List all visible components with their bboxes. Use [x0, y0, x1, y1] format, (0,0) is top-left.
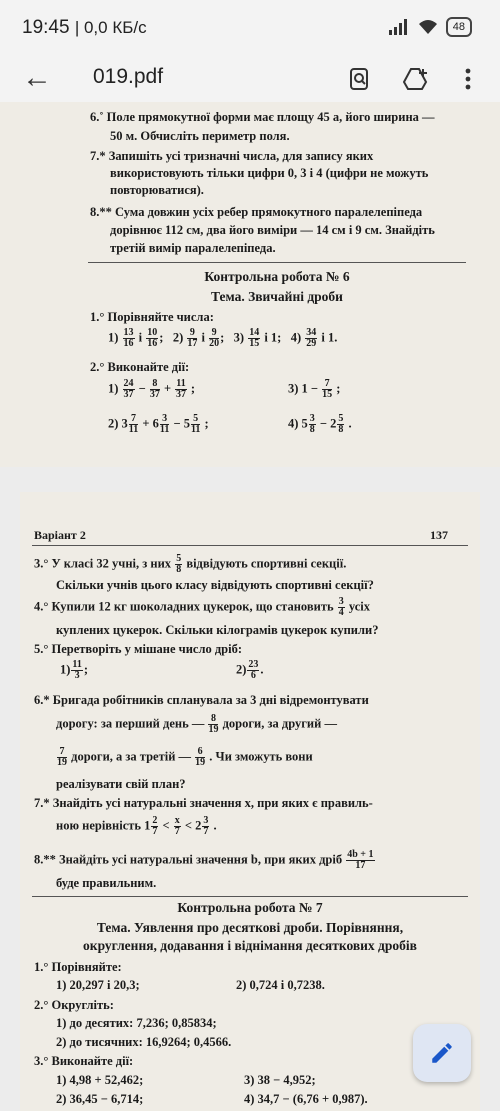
variant-label: Варіант 2	[34, 528, 86, 542]
test-task-2: 2.° Округліть:	[34, 998, 114, 1012]
task-6-line3: $\frac{7}{19}$ дороги, а за третій — $\frac{6}{19}$ . Чи зможуть вони	[57, 746, 313, 768]
status-time: 19:45 | 0,0 КБ/с	[22, 17, 147, 38]
task-5-2: 2) $\frac{23}{6}$ .	[236, 659, 264, 681]
more-vert-icon[interactable]	[451, 62, 485, 96]
divider	[88, 262, 466, 263]
test-task-3-1: 1) 4,98 + 52,462;	[56, 1073, 144, 1087]
add-to-drive-icon[interactable]	[399, 62, 433, 96]
task-6: 6.˚ Поле прямокутної форми має площу 45 а, його ширина —	[90, 110, 435, 124]
battery-icon: 48	[446, 17, 472, 37]
wifi-icon	[418, 19, 438, 35]
test-task-2: 2.° Виконайте дії:	[90, 360, 190, 374]
signal-icon	[388, 19, 410, 35]
task-6: 6.* Бригада робітників спланувала за 3 дні відремонтувати	[34, 693, 369, 707]
test-task-1-2: 2) 0,724 і 0,7238.	[236, 978, 325, 992]
task-8: 8.** Сума довжин усіх ребер прямокутного паралелепіпеда	[90, 205, 423, 219]
test-task-2-1: 1) до десятих: 7,236; 0,85834;	[56, 1016, 217, 1030]
test-topic: Тема. Уявлення про десяткові дроби. Порівняння,	[96, 920, 404, 935]
task-8-line2: буде правильним.	[56, 876, 157, 890]
test-title: Контрольна робота № 6	[204, 269, 350, 284]
test-topic: Тема. Звичайні дроби	[211, 289, 343, 304]
test-task-2-2: 2) до тисячних: 16,9264; 0,4566.	[56, 1035, 232, 1049]
test-task-1: 1.° Порівняйте числа:	[90, 310, 214, 324]
task-5-1: 1) $\frac{11}{3}$ ;	[60, 659, 89, 681]
task-4-line2: куплених цукерок. Скільки кілограмів цукерок купили?	[56, 623, 379, 637]
header-rule	[32, 545, 468, 546]
task-5: 5.° Перетворіть у мішане число дріб:	[34, 642, 243, 656]
pencil-icon	[429, 1040, 455, 1066]
file-title: 019.pdf	[93, 65, 164, 88]
fraction: $\frac{9}{17}$	[187, 327, 198, 349]
app-bar	[0, 56, 500, 102]
pdf-page-2[interactable]	[20, 492, 480, 1111]
test-task-1: 1.° Порівняйте:	[34, 960, 122, 974]
task-3: 3.° У класі 32 учні, з них $\frac{5}{8}$ відвідують спортивні секції.	[34, 553, 347, 575]
task-8-line2: дорівнює 112 см, два його виміри — 14 см і 9 см. Знайдіть	[110, 223, 435, 237]
task-7: 7.* Запишіть усі тризначні числа, для запису яких	[90, 149, 374, 163]
task-3-line2: Скільки учнів цього класу відвідують спортивні секції?	[56, 578, 374, 592]
fraction: $\frac{14}{15}$	[249, 327, 260, 349]
task-8: 8.** Знайдіть усі натуральні значення b, при яких дріб $\frac{4b + 1}{17}$	[34, 849, 374, 871]
task-7: 7.* Знайдіть усі натуральні значення x, при яких є правиль-	[34, 796, 373, 810]
expr-3: 3) 1 − $\frac{7}{15}$ ;	[288, 378, 341, 400]
test-title: Контрольна робота № 7	[177, 900, 323, 915]
test-task-3-3: 3) 38 − 4,952;	[244, 1073, 316, 1087]
fraction: $\frac{34}{29}$	[306, 327, 317, 349]
status-icons	[388, 17, 472, 37]
task-6-line2: 50 м. Обчисліть периметр поля.	[110, 129, 290, 143]
compare-row: 1) $\frac{13}{16}$ і $\frac{10}{16}$ ; 2) $\frac{9}{17}$ і $\frac{9}{20}$ ; 3) $\frac{14}{15}$ і 1; 4) $\frac{34}{29}$ і 1.	[108, 327, 338, 349]
task-8-line3: третій вимір паралелепіпеда.	[110, 241, 276, 255]
fraction: $\frac{10}{16}$	[147, 327, 158, 349]
expr-2: 2) 3 $\frac{7}{11}$ + 6 $\frac{3}{11}$ − 5 $\frac{5}{11}$ ;	[108, 413, 209, 435]
fraction: $\frac{13}{16}$	[123, 327, 134, 349]
arrow-left-icon[interactable]: ←	[22, 61, 52, 94]
fraction: $\frac{9}{20}$	[209, 327, 220, 349]
task-4: 4.° Купили 12 кг шоколадних цукерок, що становить $\frac{3}{4}$ усіх	[34, 596, 370, 618]
page-number: 137	[430, 528, 448, 542]
search-doc-icon[interactable]	[342, 62, 376, 96]
task-6-line4: реалізувати свій план?	[56, 777, 186, 791]
task-7-line2: ною нерівність 1 $\frac{2}{7}$ < $\frac{x}{7}$ < 2 $\frac{3}{7}$ .	[56, 815, 217, 837]
task-7-line2: використовують тільки цифри 0, 3 і 4 (цифри не можуть	[110, 166, 429, 180]
test-task-3-2: 2) 36,45 − 6,714;	[56, 1092, 144, 1106]
pdf-page-1[interactable]	[0, 102, 500, 467]
status-bar	[0, 0, 500, 56]
test-task-3: 3.° Виконайте дії:	[34, 1054, 134, 1068]
task-7-line3: повторюватися).	[110, 183, 204, 197]
test-task-1-1: 1) 20,297 і 20,3;	[56, 978, 140, 992]
test-task-3-4: 4) 34,7 − (6,76 + 0,987).	[244, 1092, 368, 1106]
divider	[32, 896, 468, 897]
edit-fab[interactable]	[413, 1024, 471, 1082]
expr-4: 4) 5 $\frac{3}{8}$ − 2 $\frac{5}{8}$ .	[288, 413, 352, 435]
expr-1: 1) $\frac{24}{37}$ − $\frac{8}{37}$ + $\frac{11}{37}$ ;	[108, 378, 196, 400]
task-6-line2: дорогу: за перший день — $\frac{8}{19}$ дороги, за другий —	[56, 713, 337, 735]
test-topic-line2: округлення, додавання і віднімання десяткових дробів	[83, 938, 417, 953]
